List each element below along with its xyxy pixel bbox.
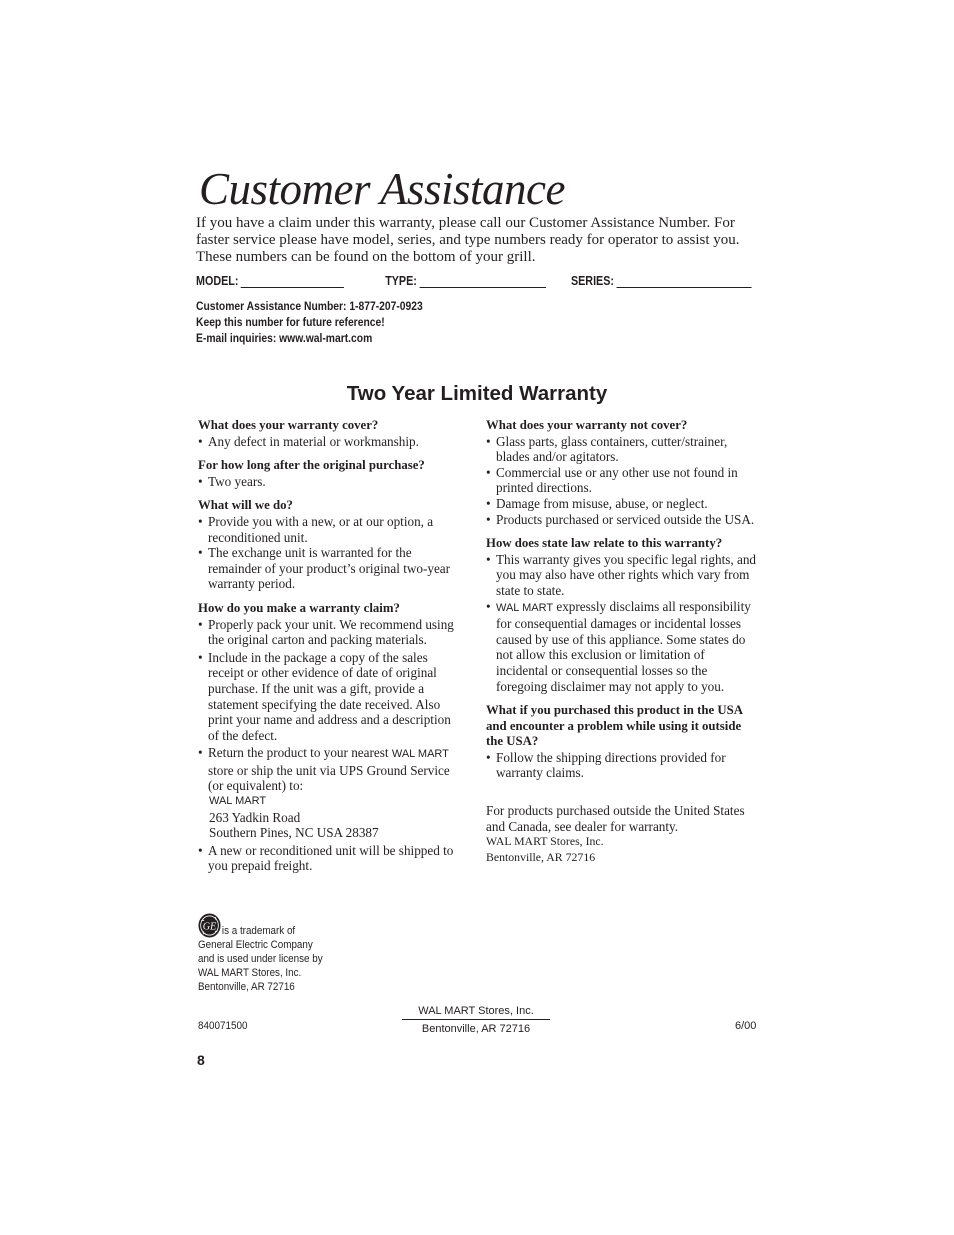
document-number: 840071500 <box>198 1020 248 1032</box>
series-blank-line <box>617 275 752 288</box>
list-item-text: expressly disclaims all responsibility for consequential damages or incidental losses caused by use of this appliance. Some states do not allow this exclusion or limitation of incidental or consequential losses so the foregoing disclaimer may not apply to you. <box>496 598 751 694</box>
list-item: • Follow the shipping directions provided for warranty claims. <box>486 750 760 781</box>
type-label: TYPE: <box>385 274 417 288</box>
trademark-line: is a trademark of <box>221 925 296 937</box>
warranty-right-column <box>486 418 760 865</box>
address-line: 263 Yadkin Road <box>209 809 301 825</box>
list-item-text: Return the product to your nearest <box>208 745 389 761</box>
list-item: • Provide you with a new, or at our option, a reconditioned unit. <box>198 514 460 545</box>
list-item: • Damage from misuse, abuse, or neglect. <box>486 496 760 512</box>
disclaimer-item <box>486 599 760 695</box>
footer-company <box>402 1004 550 1036</box>
trademark-line: Bentonville, AR 72716 <box>198 981 295 993</box>
list-item: • Commercial use or any other use not found in printed directions. <box>486 465 760 496</box>
footer-company-city: Bentonville, AR 72716 <box>421 1023 531 1035</box>
list-item: • This warranty gives you specific legal rights, and you may also have other rights which vary from state to state. <box>486 552 760 599</box>
list-item: • Two years. <box>198 474 460 490</box>
intro-paragraph: If you have a claim under this warranty, please call our Customer Assistance Number. For faster service please have model, series, and type numbers ready for operator to assist you. These numbers can be found on the bottom of your grill. <box>196 215 740 265</box>
list-item-text: store or ship the unit via UPS Ground Service (or equivalent) to: <box>208 762 450 794</box>
list-item: • The exchange unit is warranted for the remainder of your product’s original two-year warranty period. <box>198 545 460 592</box>
outside-purchase-note <box>486 803 760 865</box>
list-item: • Products purchased or serviced outside the USA. <box>486 512 760 528</box>
section-question: What does your warranty not cover? <box>486 418 688 432</box>
company-city: Bentonville, AR 72716 <box>486 849 596 864</box>
email-inquiries: E-mail inquiries: www.wal-mart.com <box>196 331 373 345</box>
footer-company-name: WAL MART Stores, Inc. <box>402 1004 550 1020</box>
contact-info <box>196 298 423 346</box>
list-item: • Properly pack your unit. We recommend using the original carton and packing materials. <box>198 617 460 648</box>
assistance-number: Customer Assistance Number: 1-877-207-0923 <box>196 299 423 313</box>
warranty-heading: Two Year Limited Warranty <box>346 382 608 405</box>
trademark-line: and is used under license by <box>198 953 323 965</box>
trademark-line: General Electric Company <box>198 939 313 951</box>
outside-purchase-text: For products purchased outside the United States and Canada, see dealer for warranty. <box>486 803 745 834</box>
page-title: Customer Assistance <box>199 164 565 214</box>
section-question: For how long after the original purchase? <box>198 458 425 473</box>
trademark-notice <box>198 913 323 994</box>
address-line: Southern Pines, NC USA 28387 <box>209 825 379 841</box>
state-law-section <box>486 536 760 694</box>
duration-section <box>198 458 460 489</box>
claim-section <box>198 601 460 874</box>
model-label: MODEL: <box>196 274 239 288</box>
company-name: WAL MART Stores, Inc. <box>486 834 604 849</box>
list-item: • A new or reconditioned unit will be shipped to you prepaid freight. <box>198 843 460 874</box>
walmart-brand: WAL MART <box>391 748 449 761</box>
series-field <box>571 274 752 288</box>
outside-usa-section <box>486 703 760 781</box>
section-question: How do you make a warranty claim? <box>198 600 400 615</box>
section-question: What will we do? <box>198 498 293 513</box>
coverage-section <box>198 418 460 449</box>
section-question: How does state law relate to this warranty? <box>486 536 723 551</box>
svg-text:GE: GE <box>202 921 217 933</box>
model-blank-line <box>241 275 344 288</box>
keep-number-note: Keep this number for future reference! <box>196 315 385 329</box>
return-instructions <box>198 745 460 841</box>
trademark-first-line <box>198 913 323 938</box>
walmart-brand: WAL MART <box>496 601 554 614</box>
model-field <box>196 274 344 288</box>
ge-logo-icon <box>198 913 221 938</box>
document-date: 6/00 <box>735 1020 757 1032</box>
section-question: What if you purchased this product in the USA and encounter a problem while using it outside the USA? <box>486 703 743 749</box>
warranty-left-column <box>198 418 460 883</box>
type-field <box>385 274 546 288</box>
trademark-line: WAL MART Stores, Inc. <box>198 967 302 979</box>
section-question: What does your warranty cover? <box>198 418 379 432</box>
list-item: • Glass parts, glass containers, cutter/strainer, blades and/or agitators. <box>486 434 760 465</box>
what-we-do-section <box>198 498 460 592</box>
type-blank-line <box>419 275 545 288</box>
address-line: WAL MART <box>209 795 267 808</box>
page-number: 8 <box>197 1052 205 1068</box>
not-covered-section <box>486 418 760 527</box>
list-item: • Include in the package a copy of the sales receipt or other evidence of date of original purchase. If the unit was a gift, provide a statement specifying the date received. Also print your name and address and a description of the defect. <box>198 650 460 744</box>
series-label: SERIES: <box>570 274 614 288</box>
list-item: • Any defect in material or workmanship. <box>198 434 460 450</box>
